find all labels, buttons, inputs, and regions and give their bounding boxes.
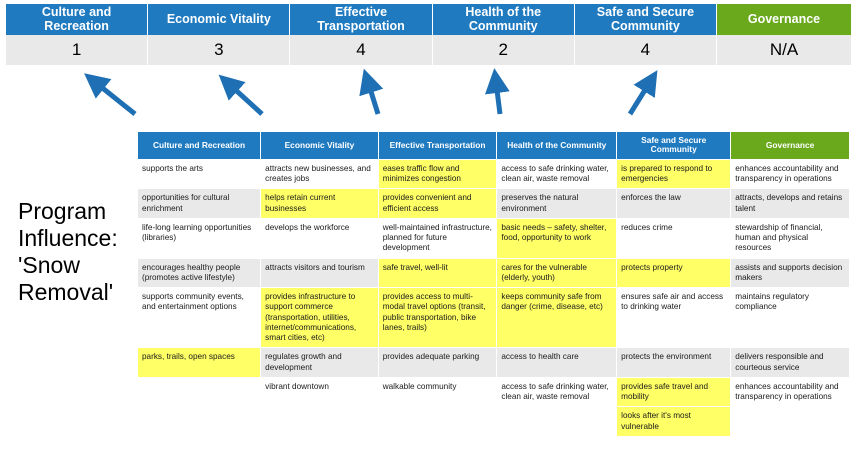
matrix-header-safe-and-secure-community: Safe and Secure Community: [617, 132, 731, 160]
matrix-cell: helps retain current businesses: [261, 189, 379, 219]
matrix-cell: provides infrastructure to support commerce (transportation, utilities, internet/communications, smart cities, etc): [261, 288, 379, 348]
summary-header-economic-vitality: Economic Vitality: [148, 4, 290, 35]
matrix-cell: preserves the natural environment: [497, 189, 617, 219]
matrix-cell: basic needs – safety, shelter, food, opportunity to work: [497, 218, 617, 258]
summary-column-safe-and-secure-community: [575, 4, 717, 65]
matrix-header-governance: Governance: [731, 132, 850, 160]
matrix-cell: stewardship of financial, human and physical resources: [731, 218, 850, 258]
matrix-cell: provides adequate parking: [378, 348, 497, 378]
program-influence-caption: [18, 198, 140, 306]
caption-line-4: Removal': [18, 278, 114, 305]
matrix-cell: keeps community safe from danger (crime, disease, etc): [497, 288, 617, 348]
matrix-cell: access to safe drinking water, clean air, waste removal: [497, 377, 617, 407]
matrix-cell: ensures safe air and access to drinking water: [617, 288, 731, 348]
matrix-cell: [138, 377, 261, 407]
table-row: [138, 258, 850, 288]
table-row: [138, 218, 850, 258]
matrix-cell: protects property: [617, 258, 731, 288]
matrix-cell: access to safe drinking water, clean air, waste removal: [497, 159, 617, 189]
matrix-cell: well-maintained infrastructure, planned for future development: [378, 218, 497, 258]
caption-line-3: 'Snow: [18, 251, 80, 278]
matrix-cell: enhances accountability and transparency in operations: [731, 377, 850, 407]
arrow-safe-and-secure-community: [630, 82, 650, 114]
matrix-cell: safe travel, well-lit: [378, 258, 497, 288]
matrix-cell: walkable community: [378, 377, 497, 407]
matrix-cell: [138, 407, 261, 437]
summary-column-economic-vitality: [148, 4, 290, 65]
summary-column-governance: [717, 4, 851, 65]
summary-column-effective-transportation: [290, 4, 432, 65]
summary-column-culture-and-recreation: [6, 4, 148, 65]
matrix-cell: [731, 407, 850, 437]
matrix-cell: enhances accountability and transparency in operations: [731, 159, 850, 189]
summary-header-culture-and-recreation: Culture and Recreation: [6, 4, 148, 35]
matrix-cell: cares for the vulnerable (elderly, youth): [497, 258, 617, 288]
matrix-cell: maintains regulatory compliance: [731, 288, 850, 348]
summary-value-governance: N/A: [717, 35, 851, 65]
matrix-cell: vibrant downtown: [261, 377, 379, 407]
summary-header-health-of-the-community: Health of the Community: [433, 4, 575, 35]
matrix-header-effective-transportation: Effective Transportation: [378, 132, 497, 160]
arrow-effective-transportation: [368, 82, 378, 114]
table-row: [138, 159, 850, 189]
arrow-culture-and-recreation: [95, 82, 135, 114]
arrow-economic-vitality: [229, 84, 262, 114]
arrow-health-of-the-community: [496, 82, 500, 114]
summary-value-safe-and-secure-community: 4: [575, 35, 717, 65]
caption-line-2: Influence:: [18, 224, 118, 251]
table-row: [138, 377, 850, 407]
matrix-cell: regulates growth and development: [261, 348, 379, 378]
matrix-cell: protects the environment: [617, 348, 731, 378]
matrix-cell: looks after it's most vulnerable: [617, 407, 731, 437]
summary-band: [6, 4, 851, 65]
matrix-cell: provides safe travel and mobility: [617, 377, 731, 407]
matrix-cell: access to health care: [497, 348, 617, 378]
matrix-cell: attracts visitors and tourism: [261, 258, 379, 288]
arrow-group: [0, 66, 859, 128]
matrix-cell: parks, trails, open spaces: [138, 348, 261, 378]
matrix-cell: assists and supports decision makers: [731, 258, 850, 288]
matrix-cell: reduces crime: [617, 218, 731, 258]
matrix-cell: opportunities for cultural enrichment: [138, 189, 261, 219]
matrix-cell: life-long learning opportunities (libraries): [138, 218, 261, 258]
matrix-cell: enforces the law: [617, 189, 731, 219]
matrix-cell: supports the arts: [138, 159, 261, 189]
summary-header-governance: Governance: [717, 4, 851, 35]
matrix-cell: supports community events, and entertainment options: [138, 288, 261, 348]
matrix-cell: is prepared to respond to emergencies: [617, 159, 731, 189]
matrix-cell: [261, 407, 379, 437]
summary-value-economic-vitality: 3: [148, 35, 290, 65]
table-row: [138, 407, 850, 437]
summary-value-effective-transportation: 4: [290, 35, 432, 65]
summary-header-effective-transportation: Effective Transportation: [290, 4, 432, 35]
matrix-cell: delivers responsible and courteous service: [731, 348, 850, 378]
table-row: [138, 288, 850, 348]
matrix-cell: [378, 407, 497, 437]
matrix-cell: eases traffic flow and minimizes congestion: [378, 159, 497, 189]
outcomes-matrix: [137, 131, 850, 437]
matrix-cell: provides access to multi-modal travel options (transit, public transportation, bike lanes, trails): [378, 288, 497, 348]
table-row: [138, 348, 850, 378]
matrix-cell: [497, 407, 617, 437]
matrix-header-row: [138, 132, 850, 160]
matrix-cell: develops the workforce: [261, 218, 379, 258]
caption-line-1: Program: [18, 198, 107, 224]
table-row: [138, 189, 850, 219]
summary-value-health-of-the-community: 2: [433, 35, 575, 65]
matrix-header-economic-vitality: Economic Vitality: [261, 132, 379, 160]
matrix-cell: attracts new businesses, and creates jobs: [261, 159, 379, 189]
matrix-cell: attracts, develops and retains talent: [731, 189, 850, 219]
summary-column-health-of-the-community: [433, 4, 575, 65]
summary-header-safe-and-secure-community: Safe and Secure Community: [575, 4, 717, 35]
matrix-header-health-of-the-community: Health of the Community: [497, 132, 617, 160]
matrix-cell: provides convenient and efficient access: [378, 189, 497, 219]
matrix-cell: encourages healthy people (promotes active lifestyle): [138, 258, 261, 288]
summary-value-culture-and-recreation: 1: [6, 35, 148, 65]
matrix-header-culture-and-recreation: Culture and Recreation: [138, 132, 261, 160]
